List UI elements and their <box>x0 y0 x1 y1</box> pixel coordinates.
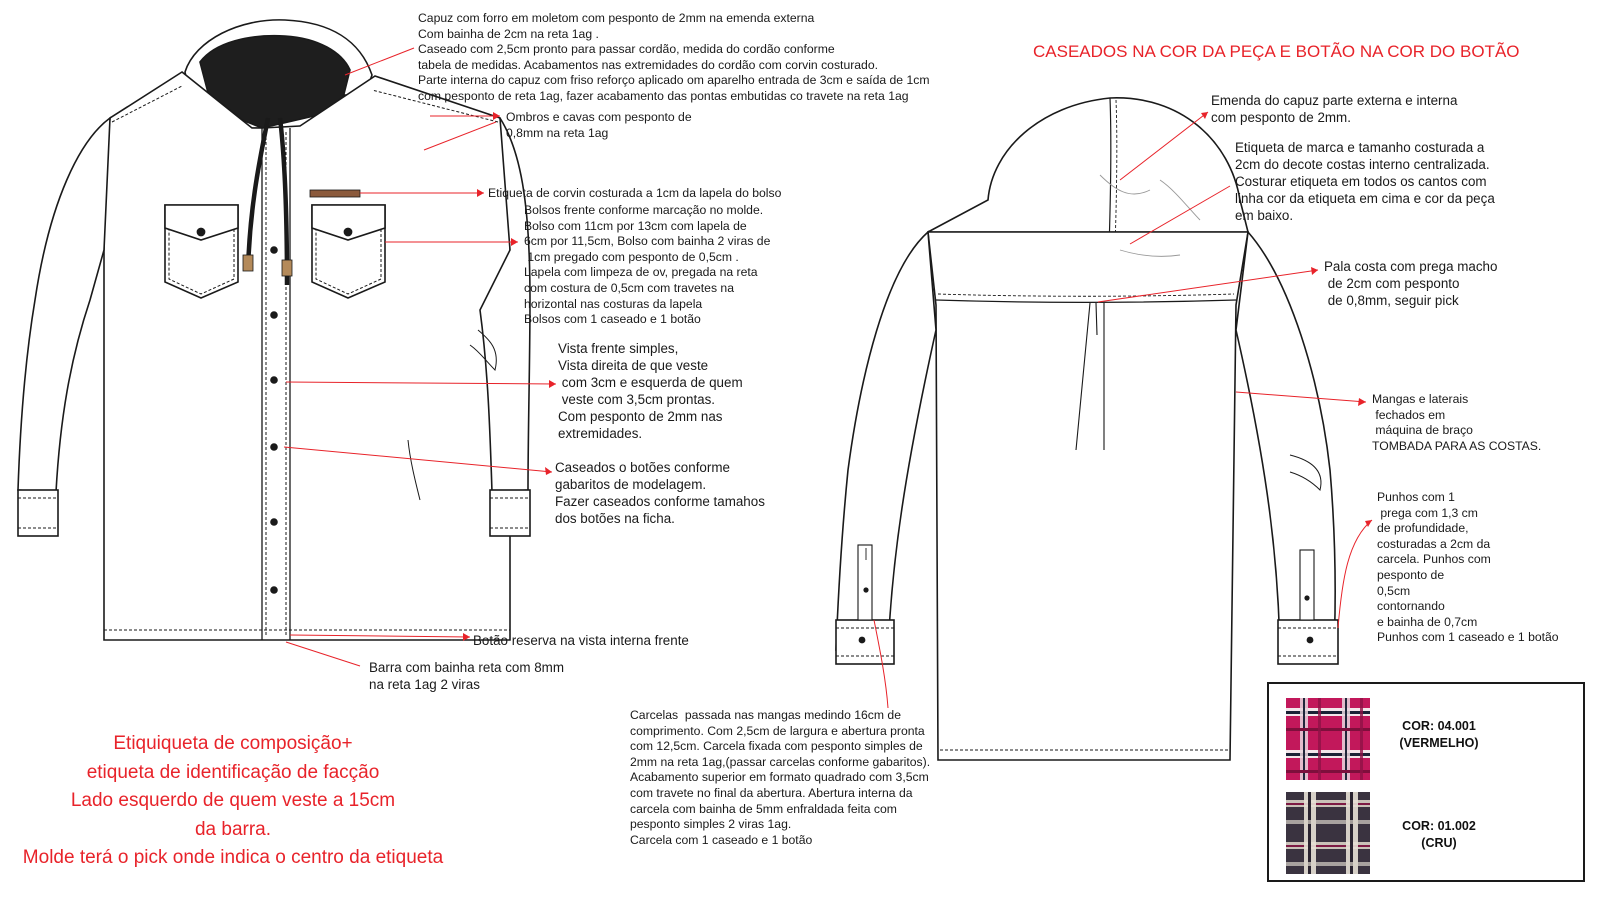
hood-seam-note: Emenda do capuz parte externa e interna com pesponto de 2mm. <box>1211 93 1458 125</box>
sleeve-plackets-note: Carcelas passada nas mangas medindo 16cm de comprimento. Com 2,5cm de largura e abertura pronta com 12,5cm. Carcela fixada com pesponto simples de 2mm na reta 1ag,(passar carcelas conforme gabaritos). Acabamento superior em formato quadrado com 3,5cm com travete no final da abertura. Abertura interna da carcela com bainha de 5mm enfraldada feita com pesponto simples 2 viras 1ag. Carcela com 1 caseado e 1 botão <box>630 708 931 847</box>
color-swatch-panel <box>1267 682 1585 882</box>
brand-label-note: Etiqueta de marca e tamanho costurada a 2cm do decote costas interno centralizada. Costurar etiqueta em todos os cantos com linha cor da etiqueta em cima e cor da peça em baixo. <box>1235 140 1495 223</box>
swatch-cru-code: COR: 01.002 <box>1402 819 1476 833</box>
pockets-note: Bolsos frente conforme marcação no molde. Bolso com 11cm por 13cm com lapela de 6cm por 11,5cm, Bolso com bainha 2 viras de 1cm pregado com pesponto de 0,5cm . Lapela com limpeza de ov, pregada na reta com costura de 0,5cm com travetes na horizontal nas costuras da lapela Bolsos com 1 caseado e 1 botão <box>524 203 771 327</box>
hem-note: Barra com bainha reta com 8mm na reta 1ag 2 viras <box>369 660 564 692</box>
shoulders-note: Ombros e cavas com pesponto de 0,8mm na reta 1ag <box>506 110 692 140</box>
page-title: CASEADOS NA COR DA PEÇA E BOTÃO NA COR DO BOTÃO <box>1033 42 1520 61</box>
swatch-cru-name: (CRU) <box>1421 836 1457 850</box>
buttonholes-note: Caseados o botões conforme gabaritos de modelagem. Fazer caseados conforme tamahos dos botões na ficha. <box>555 460 765 526</box>
plaid-red-swatch-icon <box>1286 698 1370 780</box>
sleeves-note: Mangas e laterais fechados em máquina de braço TOMBADA PARA AS COSTAS. <box>1372 392 1542 453</box>
corvin-label-note: Etiqueta de corvin costurada a 1cm da lapela do bolso <box>488 186 782 200</box>
hood-note: Capuz com forro em moletom com pesponto de 2mm na emenda externa Com bainha de 2cm na reta 1ag . Caseado com 2,5cm pronto para passar cordão, medida do cordão conforme tabela de medidas. Acabamentos nas extremidades do cordão com corvin costurado. Parte interna do capuz com friso reforço aplicado om aparelho entrada de 3cm e saída de 1cm com pesponto de reta 1ag, fazer acabamento das pontas embutidas co travete na reta 1ag <box>418 11 930 103</box>
cuffs-note: Punhos com 1 prega com 1,3 cm de profundidade, costuradas a 2cm da carcela. Punhos com pesponto de 0,5cm contornando e bainha de 0,7cm Punhos com 1 caseado e 1 botão <box>1377 490 1559 645</box>
swatch-cru <box>1286 792 1370 874</box>
placket-note: Vista frente simples, Vista direita de que veste com 3cm e esquerda de quem veste com 3,5cm prontas. Com pesponto de 2mm nas extremidades. <box>558 341 743 441</box>
plaid-cru-swatch-icon <box>1286 792 1370 874</box>
swatch-cru-label <box>1381 818 1497 852</box>
swatch-red <box>1286 698 1370 780</box>
swatch-red-name: (VERMELHO) <box>1399 736 1479 750</box>
swatch-red-label <box>1381 718 1497 752</box>
spare-button-note: Botão reserva na vista interna frente <box>473 633 689 648</box>
composition-label-note: Etiquiqueta de composição+ etiqueta de identificação de facção Lado esquerdo de quem veste a 15cm da barra. Molde terá o pick onde indica o centro da etiqueta <box>22 733 444 868</box>
swatch-red-code: COR: 04.001 <box>1402 719 1476 733</box>
front-shirt <box>18 20 530 640</box>
yoke-note: Pala costa com prega macho de 2cm com pesponto de 0,8mm, seguir pick <box>1324 259 1498 308</box>
